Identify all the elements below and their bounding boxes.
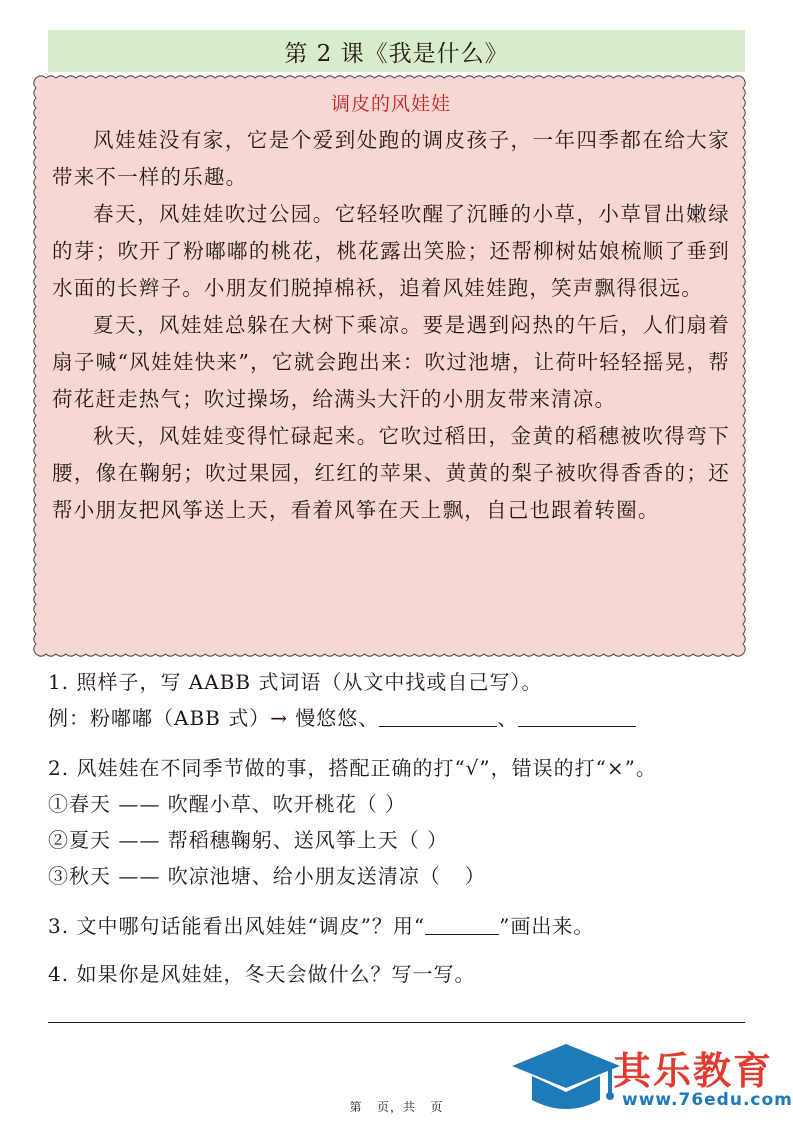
lesson-title-bar (48, 30, 745, 72)
question-2-item-3[interactable] (48, 858, 768, 894)
question-2-item-3-close: ） (464, 864, 486, 888)
question-1-example-text: 例：粉嘟嘟（ABB 式）→ 慢悠悠、 (48, 706, 380, 730)
question-2-item-2[interactable]: ②夏天 —— 帮稻穗鞠躬、送风筝上天（ ） (48, 828, 449, 852)
question-2-prompt: 2. 风娃娃在不同季节做的事，搭配正确的打“√”，错误的打“×”。 (48, 756, 657, 780)
reading-passage-box (32, 74, 747, 658)
question-3-text-start: 3. 文中哪句话能看出风娃娃“调皮”？用“ (48, 914, 426, 938)
passage-paragraph-2: 春天，风娃娃吹过公园。它轻轻吹醒了沉睡的小草，小草冒出嫩绿的芽；吹开了粉嘟嘟的桃花，桃花露出笑脸；还帮柳树姑娘梳顺了垂到水面的长辫子。小朋友们脱掉棉袄，追着风娃娃跑，笑声飘得很远。 (52, 202, 730, 300)
question-1-example (48, 700, 768, 736)
question-4-prompt: 4. 如果你是风娃娃，冬天会做什么？写一写。 (48, 962, 476, 986)
question-1-prompt: 1. 照样子，写 AABB 式词语（从文中找或自己写）。 (48, 670, 543, 694)
question-2-item-3-text: ③秋天 —— 吹凉池塘、给小朋友送清凉（ (48, 864, 441, 888)
logo-name: 其乐教育 (613, 1049, 774, 1093)
question-3-text-end: ”画出来。 (499, 914, 595, 938)
logo-url: www.76edu.com (622, 1090, 793, 1110)
exercise-questions (48, 664, 768, 992)
passage-content (52, 86, 730, 529)
underline-sample (425, 914, 499, 935)
passage-paragraph-4: 秋天，风娃娃变得忙碌起来。它吹过稻田，金黄的稻穗被吹得弯下腰，像在鞠躬；吹过果园，红红的苹果、黄黄的梨子被吹得香香的；还帮小朋友把风筝送上天，看着风筝在天上飘，自己也跟着转圈。 (52, 424, 730, 522)
answer-writing-line[interactable] (48, 1022, 745, 1023)
lesson-title: 第 2 课《我是什么》 (284, 40, 509, 67)
passage-title: 调皮的风娃娃 (330, 93, 451, 115)
page-footer: 第 页，共 页 (349, 1100, 444, 1114)
answer-blank-2[interactable] (518, 706, 636, 727)
question-2-item-1[interactable]: ①春天 —— 吹醒小草、吹开桃花（ ） (48, 792, 407, 816)
passage-paragraph-3: 夏天，风娃娃总躲在大树下乘凉。要是遇到闷热的午后，人们扇着扇子喊“风娃娃快来”，它就会跑出来：吹过池塘，让荷叶轻轻摇晃，帮荷花赶走热气；吹过操场，给满头大汗的小朋友带来清凉。 (52, 313, 730, 411)
blank-separator: 、 (497, 706, 519, 730)
answer-blank-1[interactable] (379, 706, 497, 727)
question-3-prompt (48, 908, 768, 944)
passage-paragraph-1: 风娃娃没有家，它是个爱到处跑的调皮孩子，一年四季都在给大家带来不一样的乐趣。 (52, 128, 730, 189)
